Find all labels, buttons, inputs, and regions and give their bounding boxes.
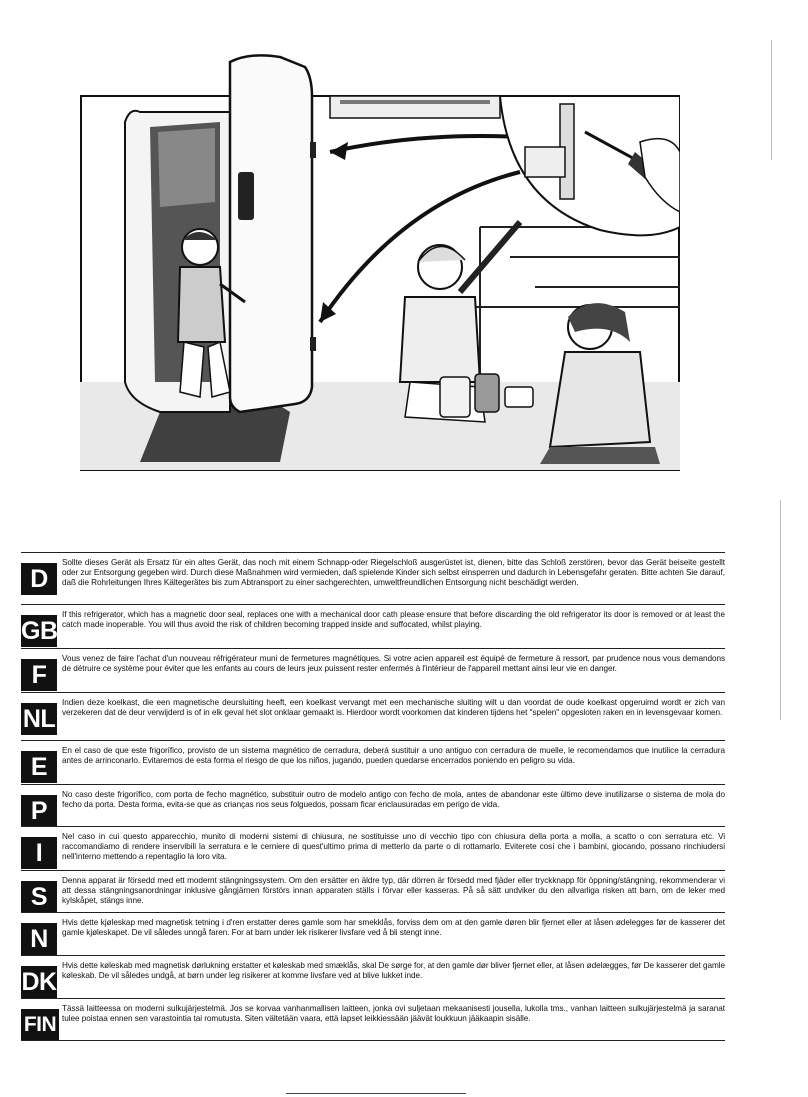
language-badge: DK [21,968,57,996]
section-de [21,552,725,593]
section-text: Nel caso in cui questo apparecchio, munito di moderni sistemi di chiusura, ne sostituisse uno di vecchio tipo con chiusura della porta a molla, a scatto o con serratura etc. Vi raccomandiamo di rendere inservibili la serratura e le cerniere di quest'ultimo prima di metterlo da parte o di rottamarlo. Eviterete cosí che i bambini, giocando, possano rinchiudersi nell'interno mettendo a repentaglio la loro vita. [62,832,725,861]
section-text: Hvis dette kjøleskap med magnetisk tetning i d'ren erstatter deres gamle som har smekklås, forviss dem om at den gamle døren blir fjernet eller at låsen ødelegges før de kasserer det gamle kjøleskapet. De vil således unngå faren. For at barn under lek risikerer livsfare ved å bli stengt inne. [62,918,725,937]
section-dk [21,955,725,996]
section-pt [21,784,725,825]
section-fi [21,998,725,1036]
language-badge: I [21,837,57,869]
section-es [21,740,725,781]
language-badge: F [21,659,57,691]
section-text: Hvis dette køleskab med magnetisk dørlukning erstatter et køleskab med smæklås, skal De sørge for, at den gamle dør bliver fjernet eller, at låsen ødelægges, før De kasserer det gamle køleskab. De vil således undgå, at børn under leg risikerer at komme livsfare ved at blive lukket inde. [62,961,725,980]
section-nl [21,692,725,733]
language-badge: E [21,751,57,783]
footer-rule [286,1093,466,1094]
section-no [21,912,725,953]
language-badge: D [21,563,57,595]
language-badge: GB [21,617,58,645]
child-safety-illustration [80,52,680,472]
section-text: En el caso de que este frigorífico, provisto de un sistema magnético de cerradura, deberá sustituir a uno antiguo con cerradura de muelle, le recomendamos que inutilice la cerradura antes de arrinconarlo. Evitaremos de esta forma el riesgo de que los niños, jugando, pueden quedarse encerrados poniendo en peligro su vida. [62,746,725,765]
scan-edge-mark [771,40,772,160]
language-badge: P [21,795,57,827]
section-fr [21,648,725,689]
section-text: If this refrigerator, which has a magnetic door seal, replaces one with a mechanical door cath please ensure that before discarding the old refrigerator its door is removed or at least the catch made inoperable. You will thus avoid the risk of children becoming trapped inside and suffocated, whilst playing. [62,610,725,629]
scan-edge-mark [780,500,781,720]
section-text: Denna apparat är försedd med ett modernt stängningssystem. Om den ersätter en äldre typ, där dörren är försedd med fjäder eller tryckknapp för öppning/stängning, rekommenderar vi att dessa stängningsanordningar inklusive gångjärnen förstörs innan apparaten ställs i förvar eller kasseras. På så sätt undviker du den allvarliga risken att barn, om de leker med kylskåpet, stängs inne. [62,876,725,905]
section-se [21,870,725,911]
section-text: Indien deze koelkast, die een magnetische deursluiting heeft, een koelkast vervangt met een mechanische sluiting wilt u dan voordat de oude koelkast opgeruimd wordt er zich van verzekeren dat de deur verwijderd is of in elk geval het slot onklaar gemaakt is. Hierdoor wordt voorkomen dat kinderen tijdens het "spelen" opgesloten raken en in levensgevaar komen. [62,698,725,717]
language-badge: FIN [21,1009,59,1041]
section-text: Tässä laitteessa on moderni sulkujärjestelmä. Jos se korvaa vanhanmallisen laitteen, jonka ovi suljetaan mekaanisesti jousella, lukolla tms., vanhan laitteen sulkujärjestelmä ja saranat tulee poistaa ennen sen varastointia tai romutusta. Siten vältetään vaara, että lapset leikkiessään jäävät loukkuun jääkaapin sisälle. [62,1004,725,1023]
section-text: Sollte dieses Gerät als Ersatz für ein altes Gerät, das noch mit einem Schnapp-oder Riegelschloß ausgerüstet ist, dienen, bitte das Schloß zerstören, bevor das Gerät beiseite gestellt oder zur Entsorgung gegeben wird. Durch diese Maßnahmen wird vermieden, daß spielende Kinder sich selbst einsperren und dadurch in Lebensgefahr geraten. Bitte achten Sie darauf, daß die Rohrleitungen Ihres Kältegerätes bis zum Abtransport zu einer sachgerechten, umweltfreundlichen Entsorgung nicht beschädigt werden. [62,558,725,587]
language-badge: N [21,923,57,955]
bottom-divider [21,1040,725,1041]
section-it [21,826,725,867]
section-text: No caso deste frigorífico, com porta de fecho magnético, substituir outro de modelo antigo con fecho de mola, antes de abandonar este último deve inutilizarse o sistema de mola do fecho da porta. Desta forma, evita-se que as crianças nos seus folguedos, possam ficar enclausuradas em perigo de vida. [62,790,725,809]
language-badge: S [21,881,57,913]
language-badge: NL [22,705,56,733]
section-text: Vous venez de faire l'achat d'un nouveau réfrigérateur muni de fermetures magnétiques. Si votre acien appareil est équipé de fermeture à ressort, par prudence nous vous demandons de détruire ce système pour éviter que les enfants au cours de leurs jeux puissent rester enfermés à l'intérieur de l'appareil mettant ainsi leur vie en danger. [62,654,725,673]
section-gb [21,604,725,645]
